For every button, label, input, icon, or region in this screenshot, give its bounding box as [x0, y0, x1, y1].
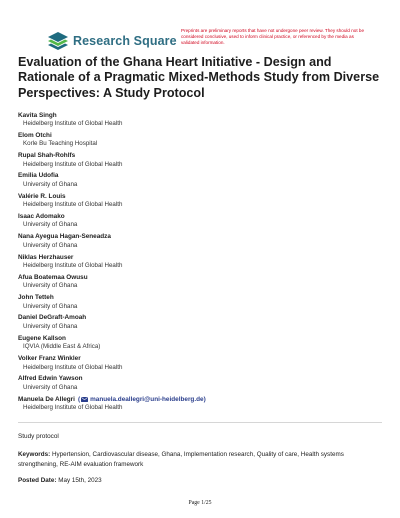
- author-affiliation: Heidelberg Institute of Global Health: [23, 160, 123, 168]
- author-affiliation: Heidelberg Institute of Global Health: [23, 404, 123, 412]
- author-name[interactable]: Emilia Udofia: [18, 172, 59, 180]
- keywords-text: Hypertension, Cardiovascular disease, Ghana, Implementation research, Quality of care, Health systems strengthening, RE-AIM evaluation framework: [18, 451, 344, 468]
- corresponding-author-name-row: [18, 395, 378, 404]
- author-item: [18, 212, 378, 232]
- posted-date: [18, 477, 102, 484]
- author-item: [18, 355, 378, 375]
- section-divider: [18, 422, 382, 423]
- author-name[interactable]: Daniel DeGraft-Amoah: [18, 314, 87, 322]
- keywords: [18, 450, 378, 469]
- author-affiliation: Korle Bu Teaching Hospital: [23, 140, 98, 148]
- author-affiliation: Heidelberg Institute of Global Health: [23, 201, 123, 209]
- posted-date-label: Posted Date:: [18, 477, 57, 484]
- preprint-disclaimer: Preprints are preliminary reports that have not undergone peer review. They should not be considered conclusive, used to inform clinical practice, or referenced by the media as validated information.: [181, 28, 365, 46]
- author-affiliation: Heidelberg Institute of Global Health: [23, 262, 123, 270]
- author-item: [18, 294, 378, 314]
- author-item: [18, 334, 378, 354]
- close-paren: ): [203, 395, 206, 403]
- author-name[interactable]: John Tetteh: [18, 294, 54, 302]
- posted-date-value: May 15th, 2023: [58, 477, 102, 484]
- author-item: [18, 111, 378, 131]
- author-item: [18, 375, 378, 395]
- author-affiliation: University of Ghana: [23, 282, 78, 290]
- author-item: [18, 253, 378, 273]
- author-name[interactable]: Manuela De Allegri: [18, 395, 75, 403]
- author-name[interactable]: Eugene Kallson: [18, 334, 66, 342]
- logo-text: Research Square: [73, 34, 177, 48]
- email-contact: [78, 396, 206, 404]
- author-affiliation: Heidelberg Institute of Global Health: [23, 120, 123, 127]
- author-name[interactable]: Nana Ayegua Hagan-Seneadza: [18, 233, 111, 241]
- research-square-logo[interactable]: [47, 32, 177, 50]
- author-name[interactable]: Rupal Shah-Rohlfs: [18, 152, 76, 160]
- corresponding-author: [18, 395, 378, 415]
- author-item: [18, 273, 378, 293]
- author-affiliation: IQVIA (Middle East & Africa): [23, 343, 101, 351]
- author-name[interactable]: Valérie R. Louis: [18, 192, 66, 200]
- author-affiliation: University of Ghana: [23, 180, 78, 188]
- author-name[interactable]: Afua Boatemaa Owusu: [18, 273, 88, 281]
- email-link[interactable]: manuela.deallegri@uni-heidelberg.de: [90, 395, 204, 403]
- author-affiliation: University of Ghana: [23, 322, 78, 330]
- author-item: [18, 152, 378, 172]
- article-type: Study protocol: [18, 433, 59, 440]
- author-affiliation: Heidelberg Institute of Global Health: [23, 363, 123, 371]
- page-number: Page 1/25: [188, 500, 212, 506]
- author-name[interactable]: Niklas Herzhauser: [18, 253, 74, 261]
- author-name[interactable]: Volker Franz Winkler: [18, 355, 81, 363]
- paper-title: Evaluation of the Ghana Heart Initiative - Design and Rationale of a Pragmatic Mixed-Methods Study from Diverse Perspectives: A Study Protocol: [18, 55, 380, 100]
- author-item: [18, 131, 378, 151]
- author-affiliation: University of Ghana: [23, 302, 78, 310]
- author-name[interactable]: Isaac Adomako: [18, 212, 65, 220]
- author-item: [18, 314, 378, 334]
- author-list: [18, 111, 378, 415]
- author-item: [18, 233, 378, 253]
- keywords-label: Keywords:: [18, 451, 51, 458]
- envelope-icon: [81, 397, 88, 402]
- author-name[interactable]: Kavita Singh: [18, 111, 57, 119]
- author-item: [18, 192, 378, 212]
- research-square-logo-icon: [47, 32, 69, 50]
- author-affiliation: University of Ghana: [23, 241, 78, 249]
- open-paren: (: [77, 395, 81, 403]
- page-header: [0, 0, 400, 56]
- author-affiliation: University of Ghana: [23, 221, 78, 229]
- author-name[interactable]: Elom Otchi: [18, 131, 52, 139]
- author-affiliation: University of Ghana: [23, 383, 78, 391]
- author-name[interactable]: Alfred Edwin Yawson: [18, 375, 83, 383]
- author-item: [18, 172, 378, 192]
